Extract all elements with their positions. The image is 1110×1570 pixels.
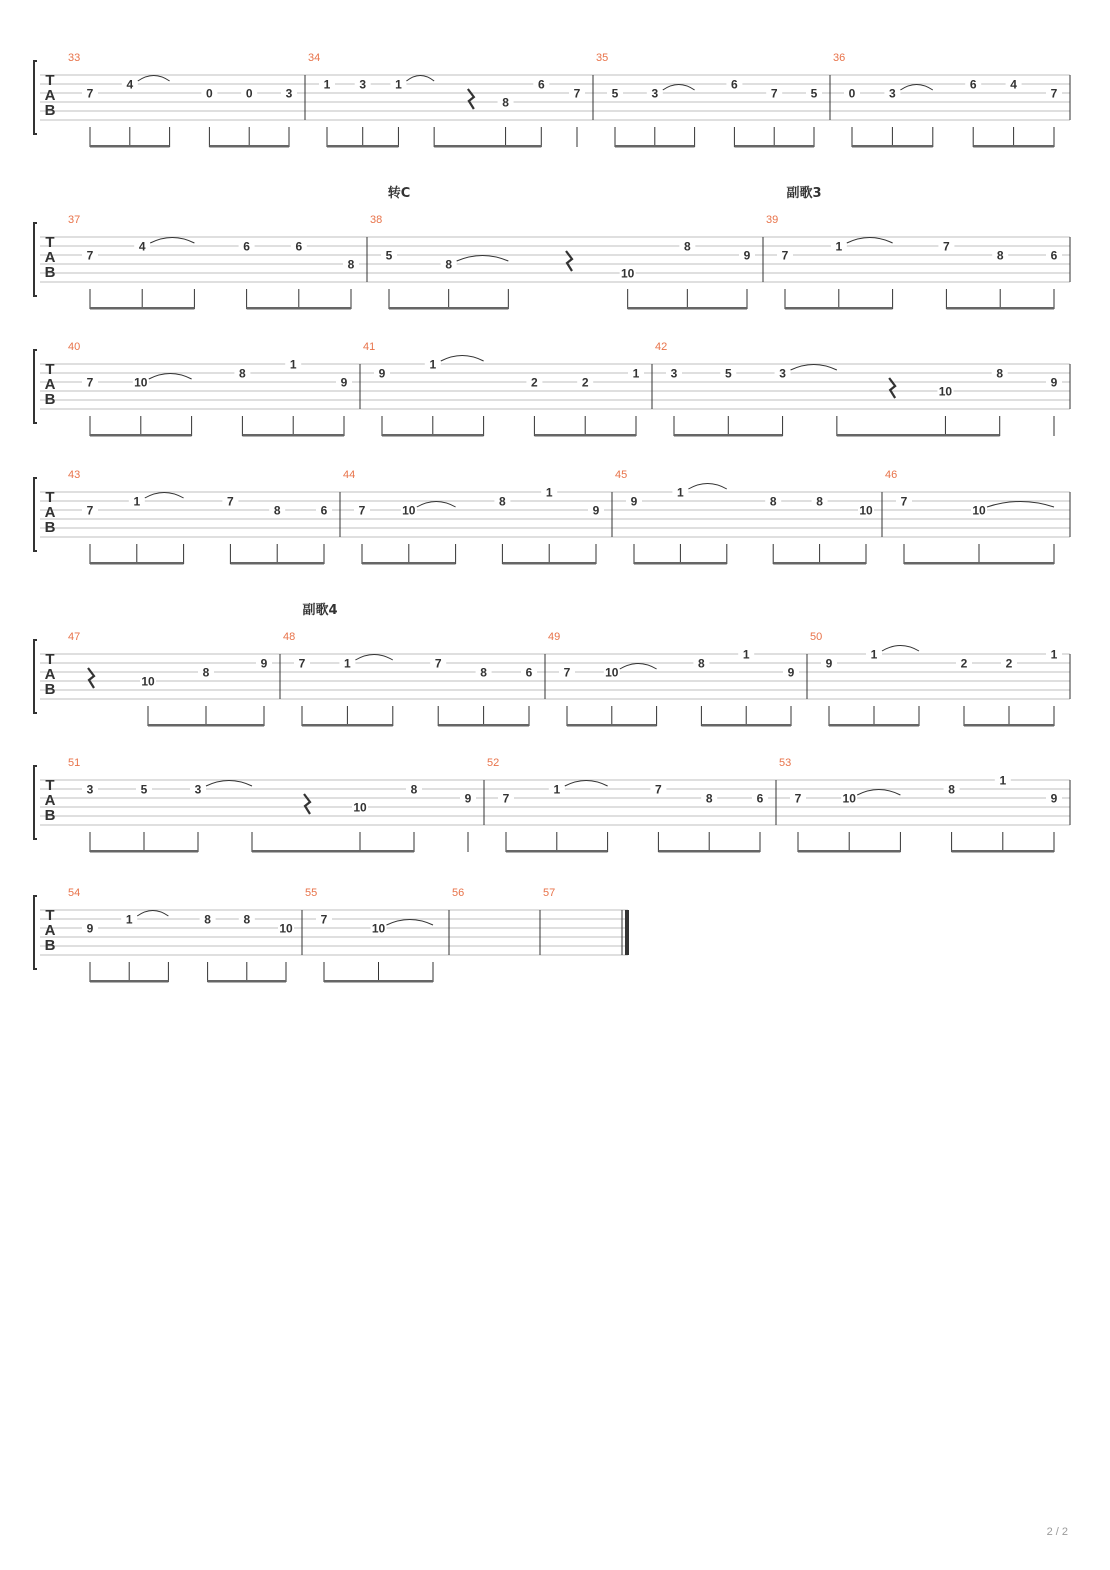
beam	[242, 434, 344, 437]
beam	[674, 434, 783, 437]
fret-number: 1	[289, 357, 297, 372]
fret-number: 8	[705, 791, 713, 806]
measure-number: 48	[283, 631, 296, 643]
fret-number: 6	[320, 503, 328, 518]
measure-35	[596, 52, 830, 148]
fret-number: 8	[410, 782, 418, 797]
fret-number: 10	[353, 800, 367, 815]
tab-clef-letter: T	[45, 489, 55, 506]
fret-number: 6	[295, 239, 303, 254]
tie-arc	[857, 790, 900, 796]
fret-number: 0	[245, 86, 253, 101]
fret-number: 8	[347, 257, 355, 272]
tie-arc	[900, 85, 932, 91]
system-bracket	[34, 896, 37, 969]
fret-number: 2	[960, 656, 968, 671]
fret-number: 8	[816, 494, 823, 509]
fret-number: 10	[972, 503, 986, 518]
tie-arc	[355, 655, 392, 661]
fret-number: 10	[402, 503, 416, 518]
tab-system	[34, 341, 1070, 437]
beam	[438, 724, 529, 727]
tab-system	[34, 602, 1070, 727]
fret-number: 1	[133, 494, 141, 509]
fret-number: 8	[502, 95, 509, 110]
measure-45	[615, 469, 882, 565]
system-bracket	[34, 766, 37, 839]
rest-symbol	[304, 794, 310, 814]
measure-54	[68, 887, 302, 983]
beam	[324, 980, 433, 983]
fret-number: 3	[86, 782, 94, 797]
measure-39	[766, 214, 1070, 310]
fret-number: 7	[655, 782, 662, 797]
tie-arc	[417, 502, 456, 508]
tab-clef-letter: T	[45, 777, 55, 794]
fret-number: 8	[769, 494, 777, 509]
beam	[362, 562, 456, 565]
beam	[837, 434, 1000, 437]
measure-number: 52	[487, 757, 500, 769]
measure-number: 43	[68, 469, 81, 481]
beam	[434, 145, 541, 148]
tie-arc	[688, 484, 726, 490]
fret-number: 10	[141, 674, 155, 689]
rest-symbol	[889, 378, 895, 398]
fret-number: 7	[358, 503, 366, 518]
fret-number: 7	[86, 375, 94, 390]
fret-number: 8	[698, 656, 705, 671]
rest-symbol	[468, 89, 474, 109]
fret-number: 9	[630, 494, 638, 509]
tab-clef-letter: T	[45, 361, 55, 378]
fret-number: 6	[969, 77, 977, 92]
measure-number: 40	[68, 341, 81, 353]
beam	[734, 145, 814, 148]
fret-number: 2	[531, 375, 538, 390]
fret-number: 7	[298, 656, 306, 671]
measure-number: 35	[596, 52, 609, 64]
fret-number: 7	[943, 239, 950, 254]
measure-number: 36	[833, 52, 846, 64]
fret-number: 7	[573, 86, 581, 101]
tab-clef-letter: T	[45, 907, 55, 924]
tie-arc	[620, 664, 657, 670]
tab-clef-letter: B	[44, 519, 56, 536]
tie-arc	[149, 374, 192, 380]
beam	[90, 850, 198, 853]
beam	[247, 307, 351, 310]
fret-number: 10	[605, 665, 619, 680]
tie-arc	[791, 365, 837, 371]
fret-number: 7	[227, 494, 234, 509]
fret-number: 9	[592, 503, 600, 518]
measure-55	[305, 887, 449, 983]
fret-number: 6	[1050, 248, 1058, 263]
tab-clef-letter: A	[44, 792, 56, 809]
fret-number: 5	[611, 86, 619, 101]
beam	[148, 724, 264, 727]
measure-44	[343, 469, 612, 565]
measure-50	[810, 631, 1070, 727]
final-barline	[625, 910, 629, 955]
beam	[785, 307, 893, 310]
beam	[946, 307, 1054, 310]
measure-number: 54	[68, 887, 81, 899]
beam	[502, 562, 596, 565]
fret-number: 8	[996, 248, 1004, 263]
tie-arc	[457, 256, 509, 262]
fret-number: 3	[889, 86, 896, 101]
beam	[90, 980, 168, 983]
fret-number: 6	[243, 239, 250, 254]
tie-arc	[847, 238, 893, 244]
beam	[829, 724, 919, 727]
beam	[90, 307, 194, 310]
measure-number: 33	[68, 52, 81, 64]
fret-number: 3	[194, 782, 202, 797]
fret-number: 8	[239, 366, 246, 381]
measure-33	[68, 52, 305, 148]
fret-number: 7	[502, 791, 510, 806]
measure-52	[487, 757, 776, 853]
section-label: 副歌3	[786, 186, 822, 201]
fret-number: 9	[787, 665, 795, 680]
fret-number: 1	[125, 912, 133, 927]
fret-number: 9	[86, 921, 94, 936]
tab-clef-letter: B	[44, 681, 56, 698]
fret-number: 3	[359, 77, 367, 92]
tab-clef-letter: A	[44, 87, 56, 104]
tab-clef-letter: B	[44, 391, 56, 408]
fret-number: 6	[525, 665, 533, 680]
beam	[327, 145, 398, 148]
beam	[506, 850, 608, 853]
fret-number: 10	[371, 921, 386, 936]
tab-clef-letter: T	[45, 72, 55, 89]
rest-symbol	[88, 668, 94, 688]
measure-43	[68, 469, 340, 565]
fret-number: 8	[204, 912, 211, 927]
beam	[615, 145, 695, 148]
measure-47	[68, 631, 280, 727]
fret-number: 2	[581, 375, 589, 390]
measure-51	[68, 757, 484, 853]
fret-number: 6	[731, 77, 738, 92]
beam	[302, 724, 393, 727]
tie-arc	[882, 646, 919, 652]
fret-number: 9	[260, 656, 268, 671]
tab-clef-letter: A	[44, 922, 56, 939]
beam	[964, 724, 1054, 727]
beam	[952, 850, 1054, 853]
fret-number: 9	[743, 248, 751, 263]
measure-number: 53	[779, 757, 792, 769]
fret-number: 6	[756, 791, 764, 806]
measure-number: 45	[615, 469, 628, 481]
fret-number: 7	[794, 791, 802, 806]
beam	[904, 562, 1054, 565]
fret-number: 4	[126, 77, 134, 92]
measure-42	[655, 341, 1070, 437]
beam	[90, 562, 184, 565]
beam	[973, 145, 1054, 148]
beam	[773, 562, 866, 565]
fret-number: 9	[1050, 375, 1058, 390]
beam	[567, 724, 657, 727]
fret-number: 1	[870, 647, 878, 662]
beam	[209, 145, 289, 148]
beam	[230, 562, 324, 565]
measure-number: 50	[810, 631, 823, 643]
measure-41	[363, 341, 652, 437]
fret-number: 8	[445, 257, 453, 272]
measure-34	[308, 52, 593, 148]
fret-number: 1	[395, 77, 402, 92]
tie-arc	[150, 238, 194, 244]
tie-arc	[387, 920, 434, 926]
measure-36	[833, 52, 1070, 148]
fret-number: 3	[670, 366, 678, 381]
fret-number: 1	[344, 656, 351, 671]
measure-46	[885, 469, 1070, 565]
beam	[852, 145, 933, 148]
fret-number: 5	[724, 366, 732, 381]
fret-number: 9	[825, 656, 833, 671]
beam	[252, 850, 414, 853]
beam	[634, 562, 727, 565]
tab-system	[34, 757, 1070, 853]
fret-number: 1	[999, 773, 1007, 788]
fret-number: 7	[434, 656, 442, 671]
tab-system	[34, 52, 1070, 148]
fret-number: 2	[1005, 656, 1013, 671]
section-label: 副歌4	[302, 603, 338, 618]
system-bracket	[34, 61, 37, 134]
tab-clef-letter: A	[44, 666, 56, 683]
fret-number: 8	[480, 665, 487, 680]
tie-arc	[441, 356, 484, 362]
tab-clef-letter: T	[45, 234, 55, 251]
fret-number: 10	[859, 503, 873, 518]
fret-number: 9	[378, 366, 386, 381]
tie-arc	[663, 85, 695, 91]
measure-48	[283, 631, 545, 727]
measure-number: 46	[885, 469, 898, 481]
fret-number: 4	[1010, 77, 1017, 92]
fret-number: 8	[948, 782, 955, 797]
beam	[90, 145, 170, 148]
fret-number: 1	[553, 782, 561, 797]
fret-number: 8	[202, 665, 210, 680]
measure-number: 56	[452, 887, 465, 899]
tab-clef-letter: T	[45, 651, 55, 668]
fret-number: 7	[86, 503, 94, 518]
measure-57	[543, 887, 629, 955]
page-number: 2 / 2	[1046, 1526, 1068, 1538]
fret-number: 1	[323, 77, 331, 92]
system-bracket	[34, 640, 37, 713]
tab-clef-letter: B	[44, 102, 56, 119]
beam	[534, 434, 636, 437]
fret-number: 1	[429, 357, 437, 372]
fret-number: 5	[140, 782, 148, 797]
beam	[701, 724, 791, 727]
fret-number: 7	[900, 494, 908, 509]
rest-symbol	[566, 251, 572, 271]
measure-number: 41	[363, 341, 376, 353]
beam	[628, 307, 747, 310]
fret-number: 7	[1050, 86, 1058, 101]
measure-number: 51	[68, 757, 81, 769]
tab-system	[34, 185, 1070, 310]
fret-number: 8	[996, 366, 1004, 381]
fret-number: 8	[499, 494, 506, 509]
fret-number: 10	[134, 375, 148, 390]
measure-53	[779, 757, 1070, 853]
tie-arc	[137, 911, 168, 917]
measure-number: 55	[305, 887, 318, 899]
tie-arc	[145, 493, 184, 499]
fret-number: 0	[848, 86, 856, 101]
measure-40	[68, 341, 360, 437]
fret-number: 7	[86, 248, 94, 263]
measure-number: 34	[308, 52, 321, 64]
measure-number: 39	[766, 214, 779, 226]
tie-arc	[206, 781, 252, 787]
tab-clef-letter: B	[44, 264, 56, 281]
fret-number: 10	[620, 266, 635, 281]
beam	[389, 307, 508, 310]
tab-clef-letter: B	[44, 937, 56, 954]
fret-number: 6	[537, 77, 545, 92]
fret-number: 1	[835, 239, 843, 254]
beam	[658, 850, 760, 853]
beam	[90, 434, 192, 437]
fret-number: 5	[810, 86, 818, 101]
fret-number: 8	[273, 503, 281, 518]
tab-system	[34, 887, 629, 983]
measure-number: 47	[68, 631, 81, 643]
fret-number: 1	[545, 485, 553, 500]
beam	[208, 980, 286, 983]
tab-system	[34, 469, 1070, 565]
fret-number: 9	[340, 375, 348, 390]
section-label: 转C	[387, 186, 411, 201]
system-bracket	[34, 350, 37, 423]
measure-number: 44	[343, 469, 356, 481]
tab-clef-letter: B	[44, 807, 56, 824]
fret-number: 9	[464, 791, 472, 806]
tie-arc	[406, 76, 434, 82]
fret-number: 1	[677, 485, 684, 500]
tie-arc	[987, 502, 1054, 508]
fret-number: 8	[683, 239, 691, 254]
fret-number: 10	[938, 384, 953, 399]
fret-number: 5	[385, 248, 393, 263]
fret-number: 3	[651, 86, 659, 101]
tie-arc	[138, 76, 170, 82]
measure-38	[370, 214, 763, 310]
tab-clef-letter: A	[44, 249, 56, 266]
measure-number: 42	[655, 341, 668, 353]
fret-number: 10	[279, 921, 293, 936]
beam	[382, 434, 484, 437]
fret-number: 1	[742, 647, 750, 662]
system-bracket	[34, 478, 37, 551]
measure-number: 38	[370, 214, 383, 226]
fret-number: 7	[770, 86, 778, 101]
fret-number: 1	[632, 366, 640, 381]
tab-clef-letter: A	[44, 376, 56, 393]
measure-37	[68, 214, 367, 310]
tab-clef-letter: A	[44, 504, 56, 521]
fret-number: 1	[1050, 647, 1058, 662]
measure-number: 37	[68, 214, 81, 226]
fret-number: 7	[563, 665, 571, 680]
fret-number: 0	[206, 86, 213, 101]
fret-number: 7	[781, 248, 789, 263]
fret-number: 7	[320, 912, 328, 927]
measure-56	[452, 887, 540, 955]
measure-number: 49	[548, 631, 561, 643]
beam	[798, 850, 900, 853]
measure-number: 57	[543, 887, 556, 899]
fret-number: 8	[243, 912, 251, 927]
fret-number: 3	[285, 86, 293, 101]
measure-49	[548, 631, 807, 727]
fret-number: 3	[779, 366, 786, 381]
fret-number: 7	[86, 86, 94, 101]
system-bracket	[34, 223, 37, 296]
fret-number: 10	[842, 791, 856, 806]
fret-number: 9	[1050, 791, 1058, 806]
fret-number: 4	[138, 239, 146, 254]
tie-arc	[565, 781, 608, 787]
